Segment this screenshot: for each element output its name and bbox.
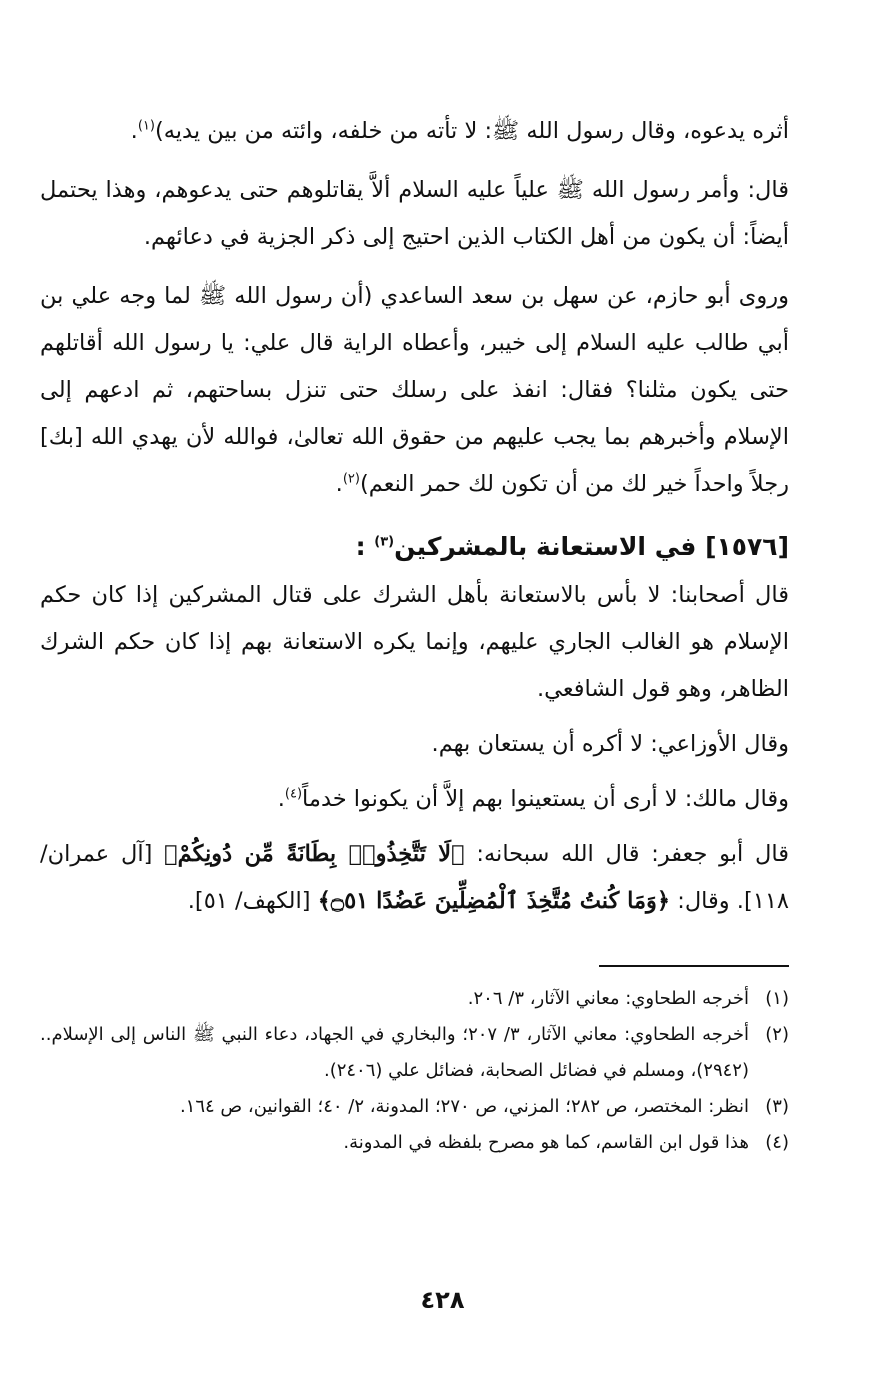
quran-verse-2: ﴿وَمَا كُنتُ مُتَّخِذَ ٱلْمُضِلِّينَ عَضُدًا ۝٥١﴾ <box>317 888 671 914</box>
footnote-1-number: (١) <box>765 988 789 1009</box>
footnote-3-text: انظر: المختصر، ص ٢٨٢؛ المزني، ص ٢٧٠؛ المدونة، ٢/ ٤٠؛ القوانين، ص ١٦٤. <box>179 1096 749 1117</box>
paragraph-6-text: وقال مالك: لا أرى أن يستعينوا بهم إلاَّ أن يكونوا خدماً <box>302 786 789 812</box>
paragraph-4: قال أصحابنا: لا بأس بالاستعانة بأهل الشرك على قتال المشركين إذا كان حكم الإسلام هو الغالب الجاري عليهم، وإنما يكره الاستعانة بهم إذا كان حكم الشرك الظاهر، وهو قول الشافعي. <box>40 582 789 702</box>
footnote-divider <box>599 965 789 967</box>
footnote-ref-1: (١) <box>137 118 155 134</box>
footnote-3-number: (٣) <box>765 1096 789 1117</box>
paragraph-3: وروى أبو حازم، عن سهل بن سعد الساعدي (أن رسول الله ﷺ لما وجه علي بن أبي طالب عليه السلام إلى خيبر، وأعطاه الراية قال علي: يا رسول الله أقاتلهم حتى يكون مثلنا؟ فقال: انفذ على رسلك حتى تنزل بساحتهم، ثم ادعهم إلى الإسلام وأخبرهم بما يجب عليهم من حقوق الله تعالىٰ، فوالله لأن يهدي الله [بك] رجلاً واحداً خير لك من أن تكون لك حمر النعم)$^{(٢)}$. <box>40 283 789 497</box>
footnote-ref-3: (٣) <box>374 534 395 550</box>
footnote-ref-2: (٢) <box>342 471 360 487</box>
footnote-4-text: هذا قول ابن القاسم، كما هو مصرح بلفظه في المدونة. <box>343 1132 749 1153</box>
paragraph-6: وقال مالك: لا أرى أن يستعينوا بهم إلاَّ أن يكونوا خدماً$^{(٤)}$. <box>277 786 789 812</box>
footnote-4 <box>40 1125 789 1161</box>
section-heading-text: [١٥٧٦] في الاستعانة بالمشركين <box>394 532 789 561</box>
section-heading-colon: : <box>355 532 375 561</box>
page-number: ٤٢٨ <box>420 1286 465 1314</box>
paragraph-5: وقال الأوزاعي: لا أكره أن يستعان بهم. <box>431 731 789 757</box>
footnote-2 <box>40 1017 789 1089</box>
verse-2-reference: [الكهف/ ٥١]. <box>187 888 318 914</box>
section-heading <box>40 522 789 572</box>
footnote-2-text: أخرجه الطحاوي: معاني الآثار، ٣/ ٢٠٧؛ والبخاري في الجهاد، دعاء النبي ﷺ الناس إلى الإسلام.. (٢٩٤٢)، ومسلم في فضائل الصحابة، فضائل علي (٢٤٠٦). <box>40 1024 749 1081</box>
footnote-1 <box>40 981 789 1017</box>
paragraph-1-text: أثره يدعوه، وقال رسول الله ﷺ: لا تأته من خلفه، وائته من بين يديه) <box>154 118 789 144</box>
footnote-3 <box>40 1089 789 1125</box>
footnotes <box>40 981 789 1161</box>
paragraph-1: أثره يدعوه، وقال رسول الله ﷺ: لا تأته من خلفه، وائته من بين يديه)$^{(١)}$. <box>130 118 789 144</box>
footnote-4-number: (٤) <box>765 1132 789 1153</box>
footnote-ref-4: (٤) <box>284 786 303 802</box>
quran-verse-1: ﴿لَا تَتَّخِذُوا۟ بِطَانَةً مِّن دُونِكُمْ﴾ <box>164 841 465 867</box>
footnote-2-number: (٢) <box>765 1024 789 1045</box>
verse-1-reference: [آل عمران/ ١١٨]. وقال: <box>40 841 789 914</box>
paragraph-3-text: وروى أبو حازم، عن سهل بن سعد الساعدي (أن رسول الله ﷺ لما وجه علي بن أبي طالب عليه السلام إلى خيبر، وأعطاه الراية قال علي: يا رسول الله أقاتلهم حتى يكون مثلنا؟ فقال: انفذ على رسلك حتى تنزل بساحتهم، ثم ادعهم إلى الإسلام وأخبرهم بما يجب عليهم من حقوق الله تعالىٰ، فوالله لأن يهدي الله [بك] رجلاً واحداً خير لك من أن تكون لك حمر النعم) <box>40 283 789 497</box>
paragraph-7 <box>40 831 789 925</box>
paragraph-2: قال: وأمر رسول الله ﷺ علياً عليه السلام ألاَّ يقاتلوهم حتى يدعوهم، وهذا يحتمل أيضاً: أن يكون من أهل الكتاب الذين احتيج إلى ذكر الجزية في دعائهم. <box>40 177 789 250</box>
footnote-1-text: أخرجه الطحاوي: معاني الآثار، ٣/ ٢٠٦. <box>467 988 749 1009</box>
paragraph-7-intro: قال أبو جعفر: قال الله سبحانه: <box>464 841 789 867</box>
